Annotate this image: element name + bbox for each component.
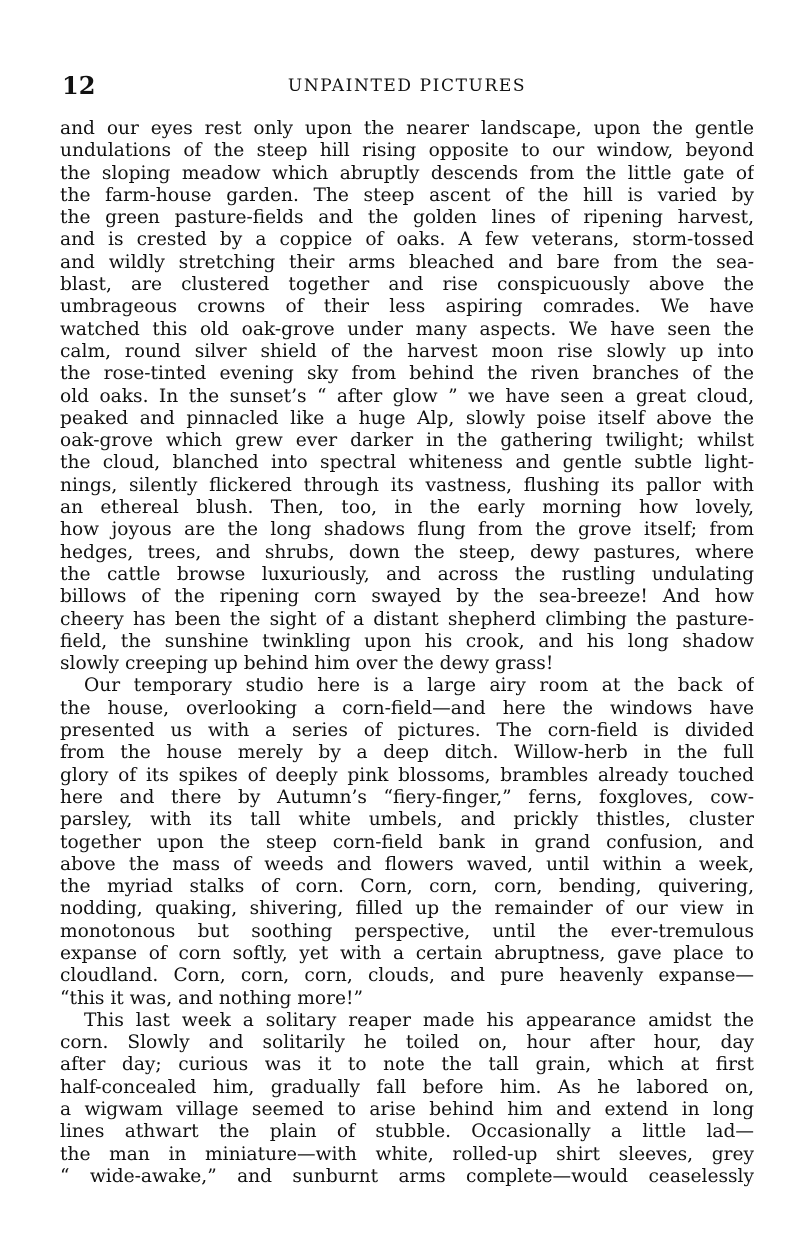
text-line: glory of its spikes of deeply pink blossoms, brambles already touched xyxy=(60,764,754,786)
text-line: the sloping meadow which abruptly descends from the little gate of xyxy=(60,162,754,184)
text-line: cloudland. Corn, corn, corn, clouds, and pure heavenly expanse— xyxy=(60,965,754,987)
text-line: cheery has been the sight of a distant shepherd climbing the pasture- xyxy=(60,608,754,630)
text-line: peaked and pinnacled like a huge Alp, slowly poise itself above the xyxy=(60,407,754,429)
text-line: the rose-tinted evening sky from behind the riven branches of the xyxy=(60,363,754,385)
text-line: undulations of the steep hill rising opposite to our window, beyond xyxy=(60,140,754,162)
text-line: the house, overlooking a corn-field—and here the windows have xyxy=(60,697,754,719)
paragraph-end-line: slowly creeping up behind him over the dewy grass! xyxy=(60,653,554,675)
text-line: corn. Slowly and solitarily he toiled on, hour after hour, day xyxy=(60,1032,754,1054)
text-line: nings, silently flickered through its vastness, flushing its pallor with xyxy=(60,474,754,496)
text-line: an ethereal blush. Then, too, in the early morning how lovely, xyxy=(60,497,754,519)
text-line: and our eyes rest only upon the nearer landscape, upon the gentle xyxy=(60,118,754,139)
text-line: umbrageous crowns of their less aspiring comrades. We have xyxy=(60,296,754,318)
text-line: the man in miniature—with white, rolled-up shirt sleeves, grey xyxy=(60,1143,754,1165)
text-line: parsley, with its tall white umbels, and prickly thistles, cluster xyxy=(60,809,754,831)
running-title: UNPAINTED PICTURES xyxy=(287,76,527,96)
text-line: after day; curious was it to note the tall grain, which at first xyxy=(60,1054,754,1076)
text-line: nodding, quaking, shivering, filled up the remainder of our view in xyxy=(60,898,754,920)
text-line: here and there by Autumn’s “fiery-finger,” ferns, foxgloves, cow- xyxy=(60,786,754,808)
text-line: calm, round silver shield of the harvest moon rise slowly up into xyxy=(60,340,754,362)
page-number: 12 xyxy=(62,71,96,100)
paragraph-start-line: Our temporary studio here is a large airy room at the back of xyxy=(84,675,754,697)
text-line: the green pasture-fields and the golden lines of ripening harvest, xyxy=(60,207,754,229)
text-line: the farm-house garden. The steep ascent of the hill is varied by xyxy=(60,184,754,206)
text-line: and wildly stretching their arms bleached and bare from the sea- xyxy=(60,251,754,273)
text-line: the cattle browse luxuriously, and across the rustling undulating xyxy=(60,563,754,585)
text-line: “ wide-awake,” and sunburnt arms complete—would ceaselessly xyxy=(60,1165,754,1187)
text-line: field, the sunshine twinkling upon his crook, and his long shadow xyxy=(60,630,754,652)
text-line: the cloud, blanched into spectral whiteness and gentle subtle light- xyxy=(60,452,754,474)
text-line: hedges, trees, and shrubs, down the steep, dewy pastures, where xyxy=(60,541,754,563)
text-line: the myriad stalks of corn. Corn, corn, corn, bending, quivering, xyxy=(60,876,754,898)
text-line: presented us with a series of pictures. The corn-field is divided xyxy=(60,720,754,742)
text-line: from the house merely by a deep ditch. Willow-herb in the full xyxy=(60,742,754,764)
text-line: blast, are clustered together and rise conspicuously above the xyxy=(60,274,754,296)
running-header xyxy=(62,72,752,100)
paragraph-end-line: “this it was, and nothing more!” xyxy=(60,987,363,1009)
text-line: a wigwam village seemed to arise behind him and extend in long xyxy=(60,1099,754,1121)
text-line: together upon the steep corn-field bank in grand confusion, and xyxy=(60,831,754,853)
text-line: old oaks. In the sunset’s “ after glow ” we have seen a great cloud, xyxy=(60,385,754,407)
text-line: lines athwart the plain of stubble. Occasionally a little lad— xyxy=(60,1121,754,1143)
body-text xyxy=(60,118,754,1188)
text-line: how joyous are the long shadows flung from the grove itself; from xyxy=(60,519,754,541)
text-line: watched this old oak-grove under many aspects. We have seen the xyxy=(60,318,754,340)
text-line: half-concealed him, gradually fall before him. As he labored on, xyxy=(60,1076,754,1098)
text-line: oak-grove which grew ever darker in the gathering twilight; whilst xyxy=(60,430,754,452)
text-line: and is crested by a coppice of oaks. A few veterans, storm-tossed xyxy=(60,229,754,251)
text-line: monotonous but soothing perspective, until the ever-tremulous xyxy=(60,920,754,942)
text-line: expanse of corn softly, yet with a certain abruptness, gave place to xyxy=(60,942,754,964)
text-line: above the mass of weeds and flowers waved, until within a week, xyxy=(60,853,754,875)
text-line: billows of the ripening corn swayed by the sea-breeze! And how xyxy=(60,586,754,608)
paragraph-start-line: This last week a solitary reaper made his appearance amidst the xyxy=(84,1009,754,1031)
